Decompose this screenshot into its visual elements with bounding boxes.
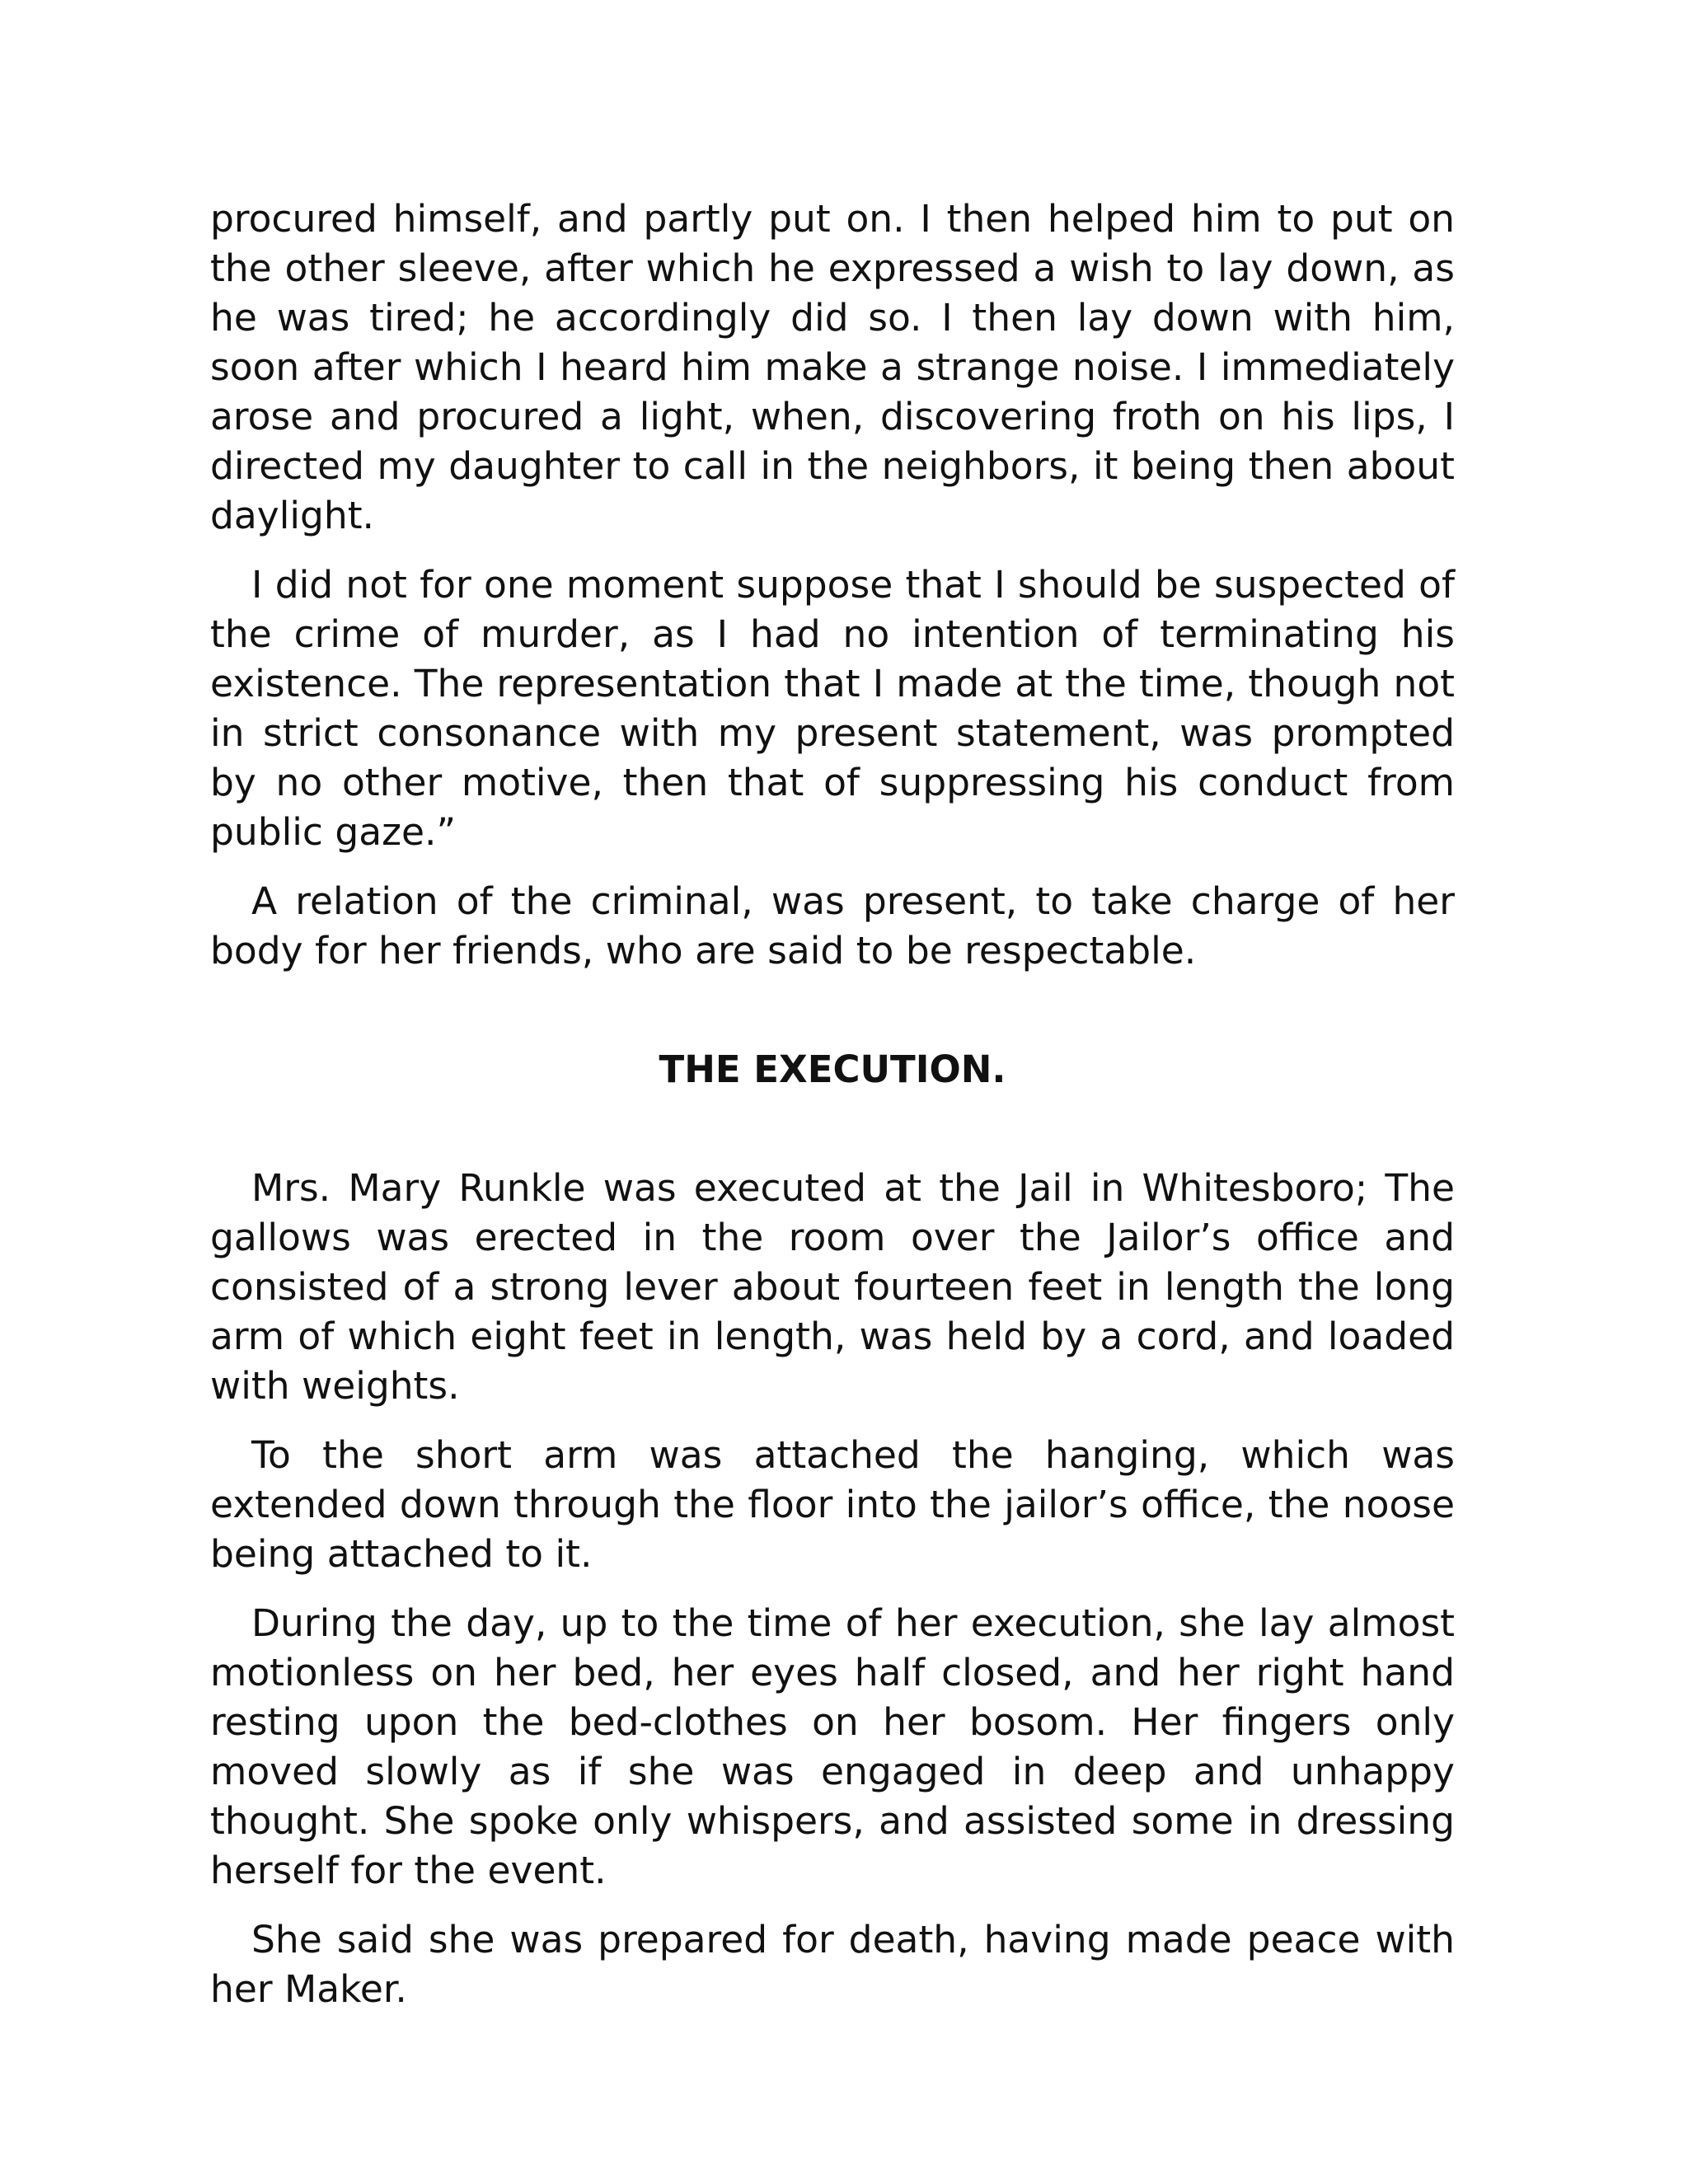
section-heading: THE EXECUTION. [659, 1047, 1006, 1091]
paragraph-during-day: During the day, up to the time of her execution, she lay almost motionless on her bed, her eyes half closed, and her right hand resting upon the bed-clothes on her bosom. Her fingers only moved slowly as if she was engaged in deep and unhappy thought. She spoke only whispers, and assisted some in dressing herself for the event. [210, 1601, 1455, 1892]
paragraph-prepared: She said she was prepared for death, having made peace with her Maker. [210, 1918, 1455, 2011]
paragraph-continued: procured himself, and partly put on. I then helped him to put on the other sleeve, after which he expressed a wish to lay down, as he was tired; he accordingly did so. I then lay down with him, soon after which I heard him make a strange noise. I immediately arose and procured a light, when, discovering froth on his lips, I directed my daughter to call in the neighbors, it being then about daylight. [210, 197, 1455, 537]
paragraph-relation: A relation of the criminal, was present, to take charge of her body for her friends, who are said to be respectable. [210, 879, 1455, 972]
document-body [210, 194, 1455, 2034]
paragraph-execution: Mrs. Mary Runkle was executed at the Jail in Whitesboro; The gallows was erected in the room over the Jailor’s office and consisted of a strong lever about fourteen feet in length the long arm of which eight feet in length, was held by a cord, and loaded with weights. [210, 1166, 1455, 1408]
paragraph-statement: I did not for one moment suppose that I should be suspected of the crime of murder, as I had no intention of terminating his existence. The representation that I made at the time, though not in strict consonance with my present statement, was prompted by no other motive, then that of suppressing his conduct from public gaze.” [210, 563, 1455, 854]
paragraph-short-arm: To the short arm was attached the hanging, which was extended down through the floor into the jailor’s office, the noose being attached to it. [210, 1433, 1455, 1576]
